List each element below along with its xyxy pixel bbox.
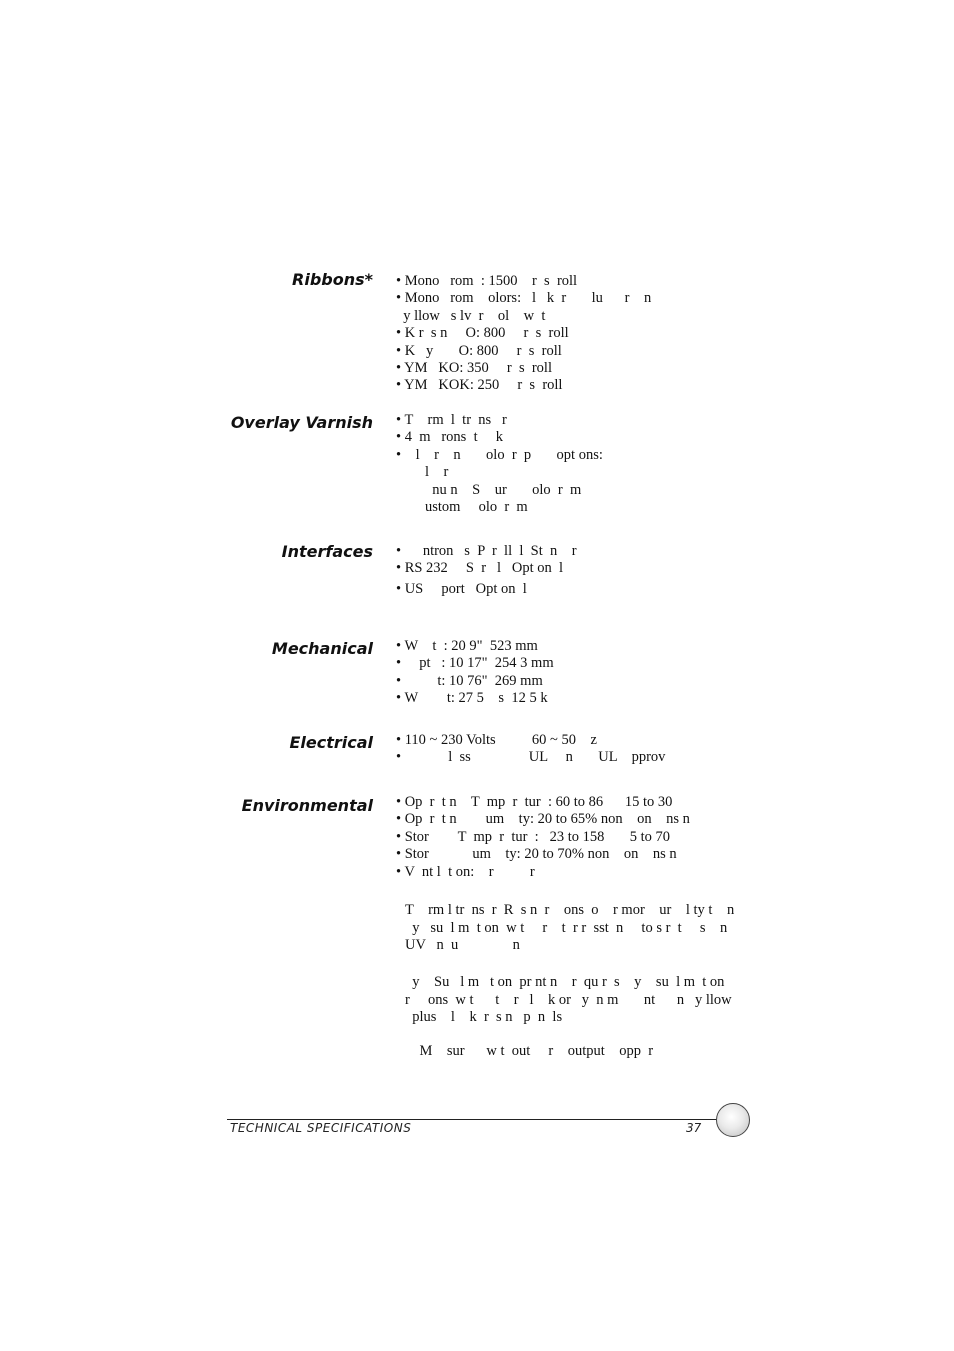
list-item: • l r n olo r p opt ons: bbox=[396, 446, 603, 463]
footnote-1 bbox=[405, 902, 755, 955]
list-item: • RS 232 S r l Opt on l bbox=[396, 560, 564, 577]
list-item: • Op r t n T mp r tur : 60 to 86 15 to 30 bbox=[396, 794, 673, 810]
footnote-line: M sur w t out r output opp r bbox=[405, 1043, 654, 1059]
list-item: • US port Opt on l bbox=[396, 580, 527, 597]
footnote-line: r ons w t t r l k or y n m nt n y llow bbox=[405, 991, 732, 1008]
section-label-mechanical: Mechanical bbox=[271, 639, 373, 658]
list-item: l r bbox=[396, 464, 449, 481]
list-item: y llow s lv r ol w t bbox=[396, 307, 546, 324]
environmental-list bbox=[396, 794, 756, 881]
section-label-electrical: Electrical bbox=[289, 733, 373, 752]
footnote-line: UV n u n bbox=[405, 937, 520, 954]
mechanical-list bbox=[396, 638, 756, 708]
footnote-3 bbox=[405, 1043, 755, 1061]
list-item: • 4 m rons t k bbox=[396, 429, 503, 446]
list-item: • K y O: 800 r s roll bbox=[396, 342, 562, 359]
footnote-line: y su l m t on w t r t r r sst n to s r t s n bbox=[405, 919, 728, 936]
list-item: • Mono rom olors: l k r lu r n bbox=[396, 290, 652, 307]
list-item: • K r s n O: 800 r s roll bbox=[396, 325, 569, 342]
list-item: • Mono rom : 1500 r s roll bbox=[396, 273, 578, 289]
list-item: • W t: 27 5 s 12 5 k bbox=[396, 690, 548, 707]
footer-rule bbox=[227, 1119, 717, 1120]
section-label-environmental: Environmental bbox=[241, 796, 373, 815]
ribbons-list bbox=[396, 273, 756, 395]
footnote-line: plus l k r s n p n ls bbox=[405, 1009, 563, 1026]
electrical-list bbox=[396, 732, 756, 767]
list-item: ustom olo r m bbox=[396, 499, 528, 516]
list-item: • t: 10 76" 269 mm bbox=[396, 672, 543, 689]
list-item: nu n S ur olo r m bbox=[396, 481, 582, 498]
list-item: • Stor T mp r tur : 23 to 158 5 to 70 bbox=[396, 828, 671, 845]
list-item: • YM KOK: 250 r s roll bbox=[396, 377, 563, 394]
footnote-line: y Su l m t on pr nt n r qu r s y su l m t on bbox=[405, 974, 725, 990]
list-item: • ntron s P r ll l St n r bbox=[396, 543, 577, 559]
list-item: • Op r t n um ty: 20 to 65% non on ns n bbox=[396, 811, 690, 828]
footer-title: TECHNICAL SPECIFICATIONS bbox=[230, 1121, 412, 1135]
section-label-interfaces: Interfaces bbox=[281, 542, 373, 561]
page-circle-icon bbox=[716, 1103, 750, 1137]
list-item: • YM KO: 350 r s roll bbox=[396, 360, 552, 377]
overlay-varnish-list bbox=[396, 412, 756, 516]
section-label-overlay-varnish: Overlay Varnish bbox=[230, 413, 373, 432]
section-label-ribbons: Ribbons* bbox=[292, 270, 373, 289]
list-item: • T rm l tr ns r bbox=[396, 412, 507, 428]
list-item: • l ss UL n UL pprov bbox=[396, 749, 666, 766]
footnote-2 bbox=[405, 974, 755, 1027]
list-item: • W t : 20 9" 523 mm bbox=[396, 638, 538, 654]
footnote-line: T rm l tr ns r R s n r ons o r mor ur l ty t n bbox=[405, 902, 735, 918]
list-item: • V nt l t on: r r bbox=[396, 863, 535, 880]
list-item: • Stor um ty: 20 to 70% non on ns n bbox=[396, 846, 677, 863]
list-item: • 110 ~ 230 Volts 60 ~ 50 z bbox=[396, 732, 597, 748]
page-number: 37 bbox=[686, 1121, 702, 1135]
interfaces-list bbox=[396, 543, 756, 598]
list-item: • pt : 10 17" 254 3 mm bbox=[396, 655, 554, 672]
